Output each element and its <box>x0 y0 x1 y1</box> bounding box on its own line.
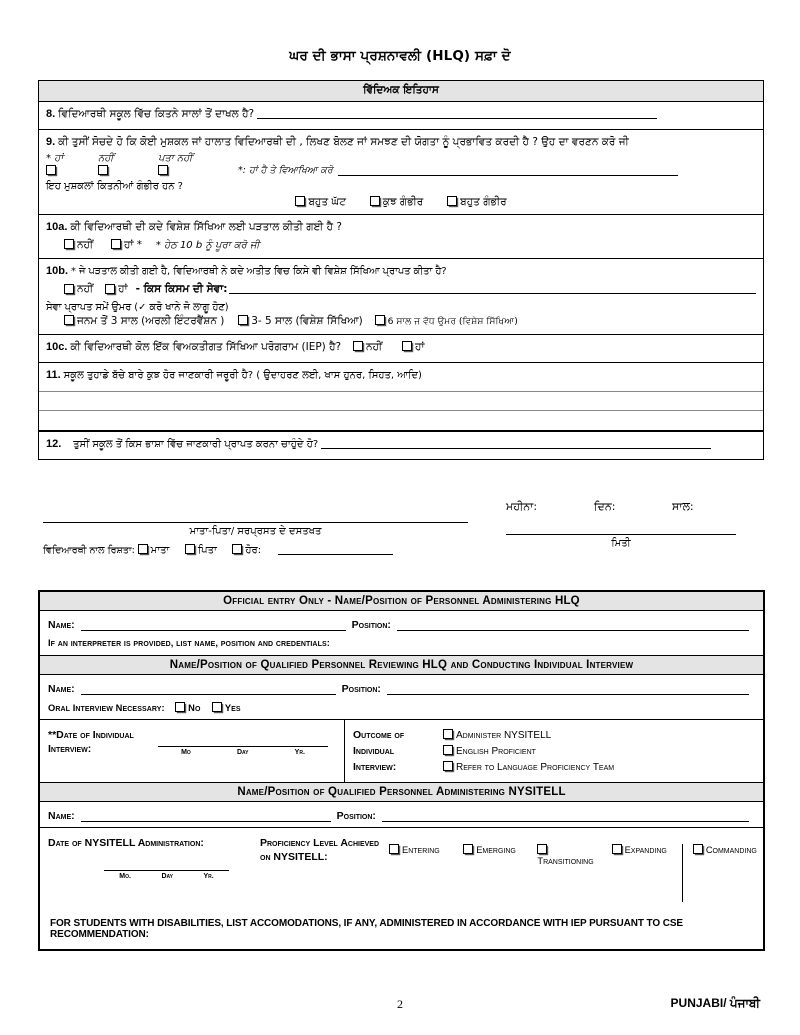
question-9-option-2-label: ਪਤਾ ਨਹੀਂ <box>158 152 193 164</box>
question-10b-checkbox-no[interactable] <box>64 284 74 294</box>
question-9-severity-checkbox-mild[interactable] <box>295 196 305 206</box>
question-9-row <box>39 130 763 215</box>
hlq-admin-name-input[interactable] <box>81 617 346 631</box>
proficiency-checkbox-entering[interactable] <box>389 844 399 854</box>
nysitell-name-position-row <box>40 802 763 827</box>
question-12-text: ਤੁਸੀਂ ਸਕੂਲ ਤੋਂ ਕਿਸ ਭਾਸ਼ਾ ਵਿੱਚ ਜਾਣਕਾਰੀ ਪ੍ਰਾਪਤ ਕਰਨਾ ਚਾਹੁੰਦੇ ਹੋ? <box>73 438 319 450</box>
nysitell-proficiency-label: Proficiency Level Achieved on NYSITELL: <box>260 836 380 863</box>
relationship-other-line[interactable] <box>278 546 393 556</box>
question-9-severity-text: ਇਹ ਮੁਸ਼ਕਲਾਂ ਕਿਤਨੀਆਂ ਗੰਭੀਰ ਹਨ ? <box>46 180 183 192</box>
proficiency-option-entering[interactable] <box>385 844 459 855</box>
question-10b-age-label-3-5: 3- 5 ਸਾਲ (ਵਿਸ਼ੇਸ਼ ਸਿੱਖਿਆ) <box>251 314 363 327</box>
proficiency-checkbox-transitioning[interactable] <box>537 844 547 854</box>
question-10a-note: * ਹੇਠ 10 b ਨੂੰ ਪੂਰਾ ਕਰੋ ਜੀ <box>155 239 260 251</box>
question-9-explain-line[interactable] <box>338 166 678 176</box>
interview-date-tick-yr: Yr. <box>294 749 305 756</box>
date-header-day: ਦਿਨ: <box>594 500 616 513</box>
interview-date-tick-day: Day <box>236 749 249 756</box>
nysitell-date-tick-yr: Yr. <box>203 872 214 880</box>
question-10c-row <box>39 335 763 363</box>
band-nysitell-admin: Name/Position of Qualified Personnel Administering NYSITELL <box>40 783 763 802</box>
question-8-row <box>39 102 763 130</box>
parent-signature-caption: ਮਾਤਾ-ਪਿਤਾ/ ਸਰਪ੍ਰਸਤ ਦੇ ਦਸਤਖਤ <box>189 526 322 537</box>
date-headers <box>506 500 761 514</box>
proficiency-checkbox-emerging[interactable] <box>463 844 473 854</box>
proficiency-label-transitioning: Transitioning <box>537 855 594 866</box>
proficiency-option-transitioning[interactable] <box>533 844 607 866</box>
relationship-label: ਵਿਦਿਆਰਥੀ ਨਾਲ ਰਿਸ਼ਤਾ: <box>43 545 135 556</box>
relationship-label-mother: ਮਾਤਾ <box>150 545 170 556</box>
question-10b-service-line[interactable] <box>229 284 756 294</box>
question-8-text: ਵਿਦਿਆਰਥੀ ਸਕੂਲ ਵਿੱਚ ਕਿਤਨੇ ਸਾਲਾਂ ਤੋਂ ਦਾਖਲ ਹੈ? <box>58 108 255 120</box>
date-header-year: ਸਾਲ: <box>672 500 694 513</box>
band-official-entry: Official entry Only - Name/Position of Personnel Administering HLQ <box>40 592 763 611</box>
oral-interview-label-yes: Yes <box>224 703 241 713</box>
interview-outcome-label: Outcome of Individual Interview: <box>353 729 405 773</box>
question-10a-number: 10a. <box>46 220 68 233</box>
reviewer-name-input[interactable] <box>81 681 336 695</box>
reviewer-position-input[interactable] <box>387 681 749 695</box>
question-10b-age-prompt: ਸੇਵਾ ਪ੍ਰਾਪਤ ਸਮੇਂ ਉਮਰ (✓ ਕਰੋ ਖਾਨੇ ਜੋ ਲਾਗੂ ਹੋਣ) <box>46 301 229 313</box>
question-10a-label-yes: ਹਾਂ * <box>124 238 143 251</box>
question-11-answer-line-1[interactable] <box>39 392 763 411</box>
question-10c-label-yes: ਹਾਂ <box>415 340 425 353</box>
question-10a-label-no: ਨਹੀਂ <box>77 238 94 251</box>
outcome-option-refer[interactable] <box>443 760 614 776</box>
relationship-checkbox-mother[interactable] <box>138 544 148 554</box>
nysitell-name-label: Name: <box>48 809 75 822</box>
hlq-admin-position-label: Position: <box>351 619 391 631</box>
oral-interview-checkbox-yes[interactable] <box>212 702 222 712</box>
proficiency-label-emerging: Emerging <box>476 844 516 855</box>
band-reviewer: Name/Position of Qualified Personnel Reviewing HLQ and Conducting Individual Interview <box>40 656 763 675</box>
oral-interview-checkbox-no[interactable] <box>175 702 185 712</box>
question-10a-row <box>39 215 763 259</box>
proficiency-label-commanding: Commanding <box>705 844 757 855</box>
question-10a-checkbox-no[interactable] <box>64 239 74 249</box>
outcome-option-administer[interactable] <box>443 728 614 744</box>
interview-outcome-options <box>435 728 614 777</box>
outcome-checkbox-proficient[interactable] <box>443 745 453 755</box>
reviewer-name-position-row <box>40 675 763 698</box>
question-11-text: ਸਕੂਲ ਤੁਹਾਡੇ ਬੱਚੇ ਬਾਰੇ ਕੁਝ ਹੋਰ ਜਾਣਕਾਰੀ ਜਰੂਰੀ ਹੈ? ( ਉਦਾਹਰਣ ਲਈ, ਖਾਸ ਹੁਨਰ, ਸਿਹਤ, ਆਦਿ) <box>63 369 422 381</box>
proficiency-label-expanding: Expanding <box>624 844 667 855</box>
interview-date-tick-mo: Mo <box>181 749 191 756</box>
outcome-label-refer: Refer to Language Proficiency Team <box>456 762 615 774</box>
accommodation-note: FOR STUDENTS WITH DISABILITIES, LIST ACCOMODATIONS, IF ANY, ADMINISTERED IN ACCORDANCE WITH IEP PURSUANT TO CSE RECOMMENDATION: <box>50 917 683 940</box>
question-11-answer-line-2[interactable] <box>39 411 763 430</box>
question-9-severity-label-somewhat: ਕੁਝ ਗੰਭੀਰ <box>382 195 424 208</box>
question-9-text: ਕੀ ਤੁਸੀਂ ਸੋਚਦੇ ਹੋ ਕਿ ਕੋਈ ਮੁਸ਼ਕਲ ਜਾਂ ਹਾਲਾਤ ਵਿਦਿਆਰਥੀ ਦੀ , ਲਿਖਣ ਬੋਲਣ ਜਾਂ ਸਮਝਣ ਦੀ ਯੋਗਤਾ ਨੂੰ ਪ੍ਰਭਾਵਿਤ ਕਰਦੀ ਹੈ ? ਉਹ ਦਾ ਵਰਣਨ ਕਰੋ ਜੀ <box>58 135 629 148</box>
question-10c-checkbox-yes[interactable] <box>402 341 412 351</box>
question-9-severity-label-mild: ਬਹੁਤ ਘੱਟ <box>308 195 346 208</box>
section-band-educational-history: ਵਿੱਦਿਅਕ ਇਤਿਹਾਸ <box>39 81 763 102</box>
outcome-checkbox-administer[interactable] <box>443 729 453 739</box>
nysitell-date-cell <box>40 828 260 902</box>
outcome-checkbox-refer[interactable] <box>443 761 453 771</box>
page-title: ਘਰ ਦੀ ਭਾਸਾ ਪ੍ਰਸ਼ਨਾਵਲੀ (HLQ) ਸਫ਼ਾ ਦੋ <box>289 48 511 64</box>
question-10b-checkbox-yes[interactable] <box>105 284 115 294</box>
outcome-label-administer: Administer NYSITELL <box>456 730 552 741</box>
question-10c-number: 10c. <box>46 340 68 353</box>
reviewer-name-label: Name: <box>48 683 75 695</box>
question-10b-age-checkbox-6plus[interactable] <box>375 315 385 325</box>
oral-interview-row <box>40 698 763 720</box>
question-10a-text: ਕੀ ਵਿਦਿਆਰਥੀ ਦੀ ਕਦੇ ਵਿਸ਼ੇਸ਼ ਸਿੱਖਿਆ ਲਈ ਪੜਤਾਲ ਕੀਤੀ ਗਈ ਹੈ ? <box>70 220 342 233</box>
question-9-severity-label-severe: ਬਹੁਤ ਗੰਭੀਰ <box>460 195 507 208</box>
question-10b-service-label: - ਕਿਸ ਕਿਸਮ ਦੀ ਸੇਵਾ: <box>135 282 228 295</box>
question-10c-text: ਕੀ ਵਿਦਿਆਰਥੀ ਕੋਲ ਇੱਕ ਵਿਅਕਤੀਗਤ ਸਿੱਖਿਆ ਪਰੋਗਰਾਮ (IEP) ਹੈ? <box>70 340 342 353</box>
proficiency-checkbox-expanding[interactable] <box>612 844 622 854</box>
nysitell-date-field[interactable] <box>48 870 254 880</box>
question-12-answer-line[interactable] <box>321 439 711 449</box>
hlq-admin-name-position-row <box>40 611 763 634</box>
question-9-option-0-label: * ਹਾਂ <box>46 152 64 164</box>
question-10c-checkbox-no[interactable] <box>353 341 363 351</box>
question-10b-age-checkbox-3-5[interactable] <box>238 315 248 325</box>
question-11-row <box>39 363 763 431</box>
nysitell-proficiency-row <box>40 827 763 902</box>
parent-signature-group <box>43 522 468 556</box>
hlq-admin-position-input[interactable] <box>397 617 749 631</box>
question-10b-age-label-0-3: ਜਨਮ ਤੋਂ 3 ਸਾਲ (ਅਰਲੀ ਇੰਟਰਵੈਂਸ਼ਨ ) <box>77 314 225 327</box>
question-9-explain-prompt: *: ਹਾਂ ਹੈ ਤੇ ਵਿਆਖਿਆ ਕਰੋ <box>238 165 333 177</box>
question-10b-age-label-6plus: 6 ਸਾਲ ਜ ਵੱਧ ਉਮਰ (ਵਿਸ਼ੇਸ਼ ਸਿੱਖਿਆ) <box>387 315 518 327</box>
proficiency-option-expanding[interactable] <box>608 844 682 855</box>
question-8-answer-line[interactable] <box>257 109 657 119</box>
question-9-checkbox-yes[interactable] <box>46 165 56 175</box>
question-9-checkbox-unknown[interactable] <box>158 165 168 175</box>
relationship-label-other: ਹੋਰ: <box>245 545 262 556</box>
educational-history-table <box>38 80 764 460</box>
date-group <box>506 500 761 549</box>
relationship-row <box>43 544 468 556</box>
question-9-option-1-label: ਨਹੀਂ <box>98 152 114 164</box>
proficiency-label-entering: Entering <box>402 844 440 855</box>
date-header-month: ਮਹੀਨਾ: <box>506 500 538 513</box>
interview-date-outcome-row <box>40 720 763 783</box>
relationship-checkbox-other[interactable] <box>232 544 242 554</box>
question-10b-number: 10b. <box>46 264 69 277</box>
interview-date-cell <box>40 720 345 782</box>
nysitell-proficiency-options <box>385 828 763 902</box>
hlq-admin-name-label: Name: <box>48 619 75 631</box>
question-10c-label-no: ਨਹੀਂ <box>365 340 383 353</box>
nysitell-date-label: Date of NYSITELL Administration: <box>48 836 204 849</box>
reviewer-position-label: Position: <box>341 683 381 695</box>
question-10a-checkbox-yes[interactable] <box>111 239 121 249</box>
interview-date-field[interactable] <box>158 746 328 756</box>
question-12-number: 12. <box>46 437 62 450</box>
interview-outcome-cell <box>345 720 763 782</box>
question-10b-age-checkbox-0-3[interactable] <box>64 315 74 325</box>
question-10b-label-yes: ਹਾਂ <box>118 282 128 295</box>
date-caption: ਮਿਤੀ <box>611 538 631 549</box>
nysitell-name-input[interactable] <box>81 808 331 822</box>
page-number: 2 <box>397 997 403 1011</box>
question-12-row <box>39 431 763 459</box>
official-entry-section <box>38 590 765 951</box>
nysitell-date-tick-mo: Mo. <box>119 872 131 880</box>
proficiency-checkbox-commanding[interactable] <box>693 844 703 854</box>
question-10b-text: * ਜੇ ਪੜਤਾਲ ਕੀਤੀ ਗਈ ਹੈ, ਵਿਦਿਆਰਥੀ ਨੇ ਕਦੇ ਅਤੀਤ ਵਿਚ ਕਿਸੇ ਵੀ ਵਿਸ਼ੇਸ਼ ਸਿੱਖਿਆ ਪ੍ਰਾਪਤ ਕੀਤਾ ਹੈ? <box>70 265 447 277</box>
relationship-label-father: ਪਿਤਾ <box>197 545 217 556</box>
question-10b-row <box>39 259 763 335</box>
question-11-number: 11. <box>46 368 61 381</box>
proficiency-option-emerging[interactable] <box>459 844 533 855</box>
question-9-severity-checkbox-somewhat[interactable] <box>370 196 380 206</box>
question-10b-label-no: ਨਹੀਂ <box>77 282 94 295</box>
nysitell-position-input[interactable] <box>382 808 749 822</box>
relationship-checkbox-father[interactable] <box>185 544 195 554</box>
oral-interview-label-no: No <box>188 703 201 713</box>
interview-date-label: **Date of Individual Interview: <box>48 729 134 756</box>
language-tag: PUNJABI/ ਪੰਜਾਬੀ <box>670 996 760 1010</box>
proficiency-option-commanding[interactable] <box>682 844 763 902</box>
interpreter-note: If an interpreter is provided, list name, position and credentials: <box>40 634 763 656</box>
question-9-checkbox-no[interactable] <box>98 165 108 175</box>
question-9-number: 9. <box>46 135 56 148</box>
outcome-label-proficient: English Proficient <box>456 746 536 758</box>
nysitell-date-tick-day: Day <box>161 872 173 880</box>
outcome-option-proficient[interactable] <box>443 744 614 760</box>
question-9-severity-checkbox-severe[interactable] <box>447 196 457 206</box>
question-8-number: 8. <box>46 108 56 120</box>
nysitell-position-label: Position: <box>336 809 376 822</box>
oral-interview-label: Oral Interview Necessary: <box>48 703 165 713</box>
